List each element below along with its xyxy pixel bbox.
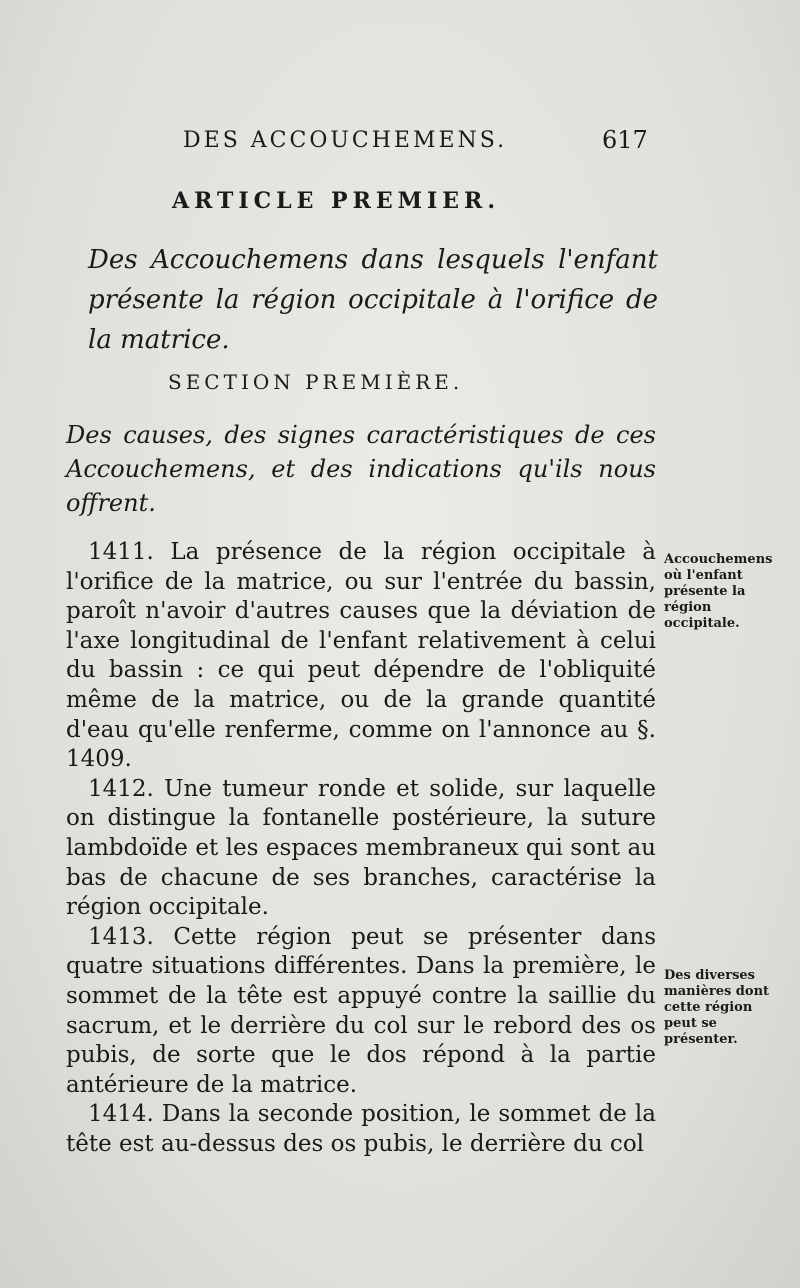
paragraph-1414 <box>66 1100 656 1159</box>
paragraph-text: Dans la seconde position, le sommet de la tête est au-dessus des os pubis, le derrière du col <box>66 1101 656 1157</box>
article-title: ARTICLE PREMIER. <box>172 188 500 214</box>
running-title: DES ACCOUCHEMENS. <box>183 128 508 153</box>
paragraph-number: 1414. <box>88 1101 154 1128</box>
paragraph-1413 <box>66 923 656 1101</box>
article-subtitle: Des Accouchemens dans lesquels l'enfant présente la région occipitale à l'orifice de la matrice. <box>88 245 658 355</box>
paragraph-number: 1411. <box>88 539 154 565</box>
section-title: SECTION PREMIÈRE. <box>168 370 464 394</box>
body-text <box>66 538 656 1159</box>
page-number: 617 <box>602 126 648 154</box>
running-header <box>183 128 653 153</box>
paragraph-1411 <box>66 538 656 775</box>
paragraph-1412 <box>66 775 656 923</box>
paragraph-text: Cette région peut se présenter dans quatre situations différentes. Dans la première, le sommet de la tête est appuyé contre la saillie du sacrum, et le derrière du col sur le rebord des os pubis, de sorte que le dos répond à la partie antérieure de la matrice. <box>66 923 657 1098</box>
paragraph-number: 1413. <box>88 923 154 950</box>
paragraph-text: La présence de la région occipitale à l'orifice de la matrice, ou sur l'entrée du bassin, paroît n'avoir d'autres causes que la déviation de l'axe longitudinal de l'enfant relativement à celui du bassin : ce qui peut dépendre de l'obliquité même de la matrice, ou de la grande quantité d'eau qu'elle renferme, comme on l'annonce au §. 1409. <box>66 539 656 773</box>
margin-note-positions: Des diverses manières dont cette région peut se présenter. <box>664 968 770 1047</box>
paragraph-number: 1412. <box>88 775 154 802</box>
paragraph-text: Une tumeur ronde et solide, sur laquelle on distingue la fontanelle postérieure, la suture lambdoïde et les espaces membraneux qui sont au bas de chacune de ses branches, caractérise la région occipitale. <box>66 775 656 921</box>
section-subtitle: Des causes, des signes caractéristiques de ces Accouchemens, et des indications qu'ils nous offrent. <box>66 421 656 517</box>
margin-note-presentation: Accouchemens où l'enfant présente la région occipitale. <box>664 552 773 631</box>
